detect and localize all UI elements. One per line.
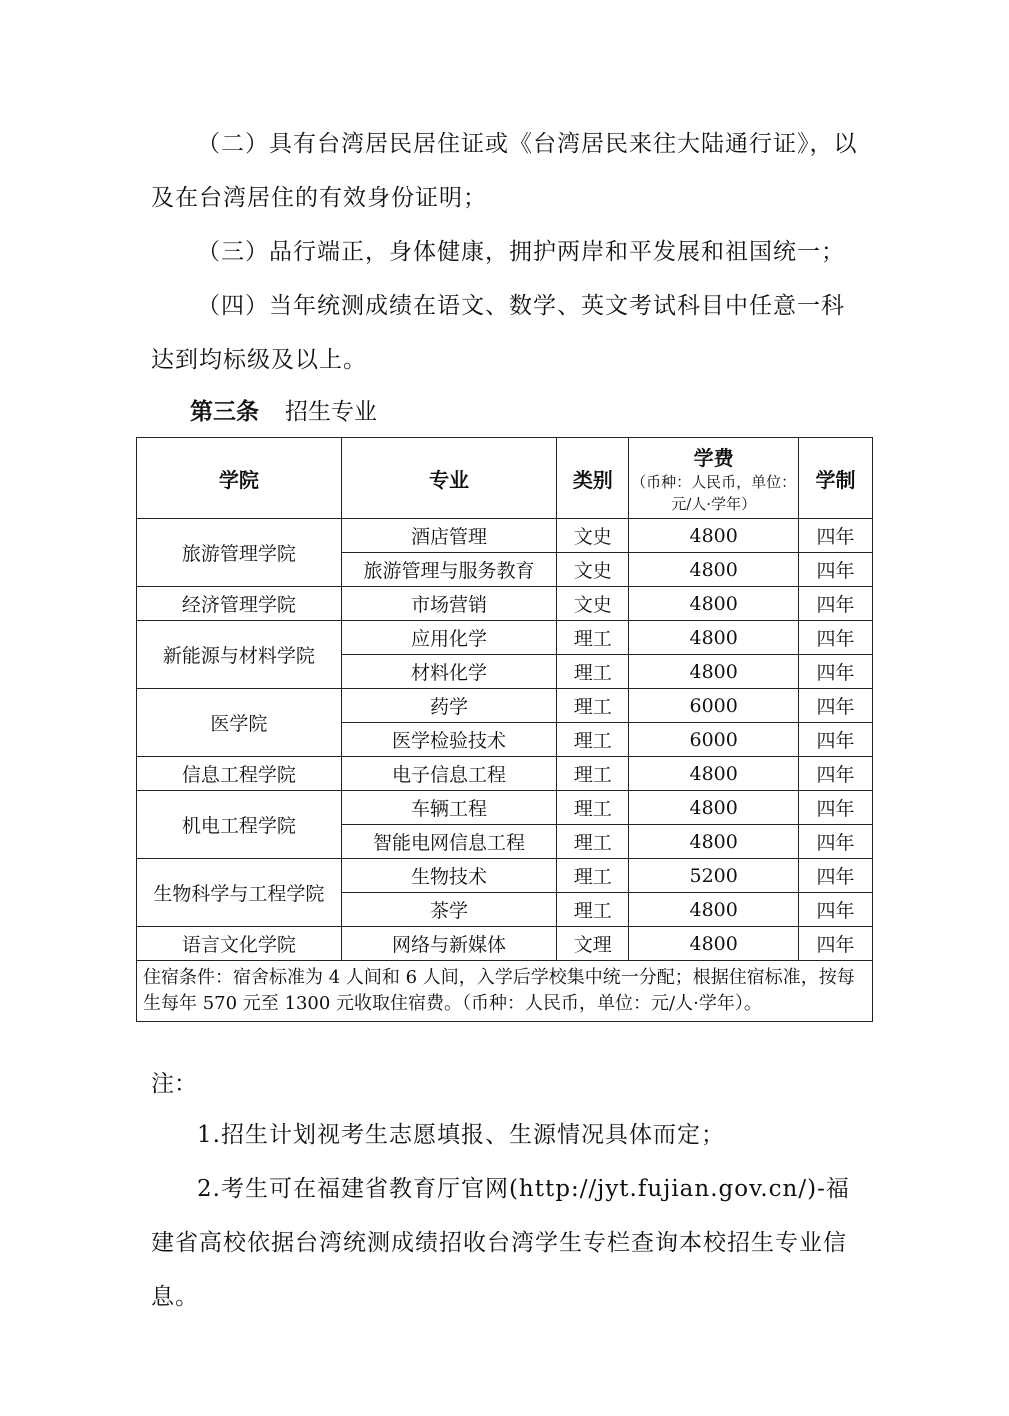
college-cell: 生物科学与工程学院 (137, 859, 342, 927)
note-item-2: 2.考生可在福建省教育厅官网(http://jyt.fujian.gov.cn/)-福建省高校依据台湾统测成绩招收台湾学生专栏查询本校招生专业信息。 (151, 1176, 850, 1310)
table-row (137, 587, 873, 621)
fee-cell: 4800 (629, 587, 799, 621)
category-cell: 文理 (557, 927, 629, 961)
major-cell: 电子信息工程 (341, 757, 557, 791)
table-footnote-row (137, 961, 873, 1022)
fee-cell: 4800 (629, 791, 799, 825)
majors-table (136, 437, 873, 1022)
college-cell: 信息工程学院 (137, 757, 342, 791)
header-college: 学院 (137, 438, 342, 519)
duration-cell: 四年 (799, 757, 873, 791)
table-row (137, 621, 873, 655)
major-cell: 旅游管理与服务教育 (341, 553, 557, 587)
duration-cell: 四年 (799, 655, 873, 689)
notes-label: 注： (151, 1071, 197, 1097)
duration-cell: 四年 (799, 927, 873, 961)
major-cell: 医学检验技术 (341, 723, 557, 757)
duration-cell: 四年 (799, 723, 873, 757)
table-header-row (137, 438, 873, 519)
major-cell: 市场营销 (341, 587, 557, 621)
duration-cell: 四年 (799, 689, 873, 723)
section-title: 招生专业 (285, 399, 377, 425)
major-cell: 茶学 (341, 893, 557, 927)
header-fee (629, 438, 799, 519)
table-row (137, 791, 873, 825)
major-cell: 应用化学 (341, 621, 557, 655)
major-cell: 网络与新媒体 (341, 927, 557, 961)
category-cell: 理工 (557, 757, 629, 791)
category-cell: 理工 (557, 655, 629, 689)
category-cell: 文史 (557, 553, 629, 587)
fee-cell: 4800 (629, 927, 799, 961)
fee-cell: 4800 (629, 621, 799, 655)
college-cell: 医学院 (137, 689, 342, 757)
duration-cell: 四年 (799, 825, 873, 859)
accommodation-note: 住宿条件：宿舍标准为 4 人间和 6 人间，入学后学校集中统一分配；根据住宿标准，按每生每年 570 元至 1300 元收取住宿费。（币种：人民币，单位：元/人·学年）。 (137, 961, 873, 1022)
college-cell: 机电工程学院 (137, 791, 342, 859)
major-cell: 车辆工程 (341, 791, 557, 825)
major-cell: 生物技术 (341, 859, 557, 893)
major-cell: 酒店管理 (341, 519, 557, 553)
fee-cell: 4800 (629, 893, 799, 927)
table-body (137, 519, 873, 961)
duration-cell: 四年 (799, 519, 873, 553)
category-cell: 理工 (557, 689, 629, 723)
section-number: 第三条 (190, 398, 259, 425)
major-cell: 材料化学 (341, 655, 557, 689)
table-row (137, 757, 873, 791)
duration-cell: 四年 (799, 587, 873, 621)
fee-cell: 4800 (629, 655, 799, 689)
table-row (137, 927, 873, 961)
major-cell: 药学 (341, 689, 557, 723)
fee-cell: 6000 (629, 689, 799, 723)
major-cell: 智能电网信息工程 (341, 825, 557, 859)
header-fee-note: （币种：人民币，单位：元/人·学年） (631, 472, 797, 513)
note-item-1: 1.招生计划视考生志愿填报、生源情况具体而定； (197, 1122, 725, 1148)
duration-cell: 四年 (799, 621, 873, 655)
college-cell: 旅游管理学院 (137, 519, 342, 587)
section-heading (190, 392, 377, 432)
category-cell: 理工 (557, 791, 629, 825)
header-fee-label: 学费 (693, 445, 734, 470)
fee-cell: 4800 (629, 757, 799, 791)
header-category: 类别 (557, 438, 629, 519)
college-cell: 新能源与材料学院 (137, 621, 342, 689)
category-cell: 理工 (557, 621, 629, 655)
paragraph-3: （三）品行端正，身体健康，拥护两岸和平发展和祖国统一； (197, 239, 845, 265)
header-duration: 学制 (799, 438, 873, 519)
category-cell: 理工 (557, 893, 629, 927)
category-cell: 文史 (557, 519, 629, 553)
category-cell: 理工 (557, 859, 629, 893)
header-major: 专业 (341, 438, 557, 519)
fee-cell: 4800 (629, 519, 799, 553)
duration-cell: 四年 (799, 791, 873, 825)
college-cell: 语言文化学院 (137, 927, 342, 961)
table-row (137, 689, 873, 723)
duration-cell: 四年 (799, 859, 873, 893)
fee-cell: 6000 (629, 723, 799, 757)
paragraph-4: （四）当年统测成绩在语文、数学、英文考试科目中任意一科达到均标级及以上。 (151, 293, 845, 373)
table-row (137, 519, 873, 553)
paragraph-2: （二）具有台湾居民居住证或《台湾居民来往大陆通行证》，以及在台湾居住的有效身份证明； (151, 131, 858, 211)
duration-cell: 四年 (799, 893, 873, 927)
fee-cell: 4800 (629, 553, 799, 587)
category-cell: 理工 (557, 723, 629, 757)
category-cell: 理工 (557, 825, 629, 859)
fee-cell: 4800 (629, 825, 799, 859)
table-row (137, 859, 873, 893)
college-cell: 经济管理学院 (137, 587, 342, 621)
duration-cell: 四年 (799, 553, 873, 587)
category-cell: 文史 (557, 587, 629, 621)
fee-cell: 5200 (629, 859, 799, 893)
